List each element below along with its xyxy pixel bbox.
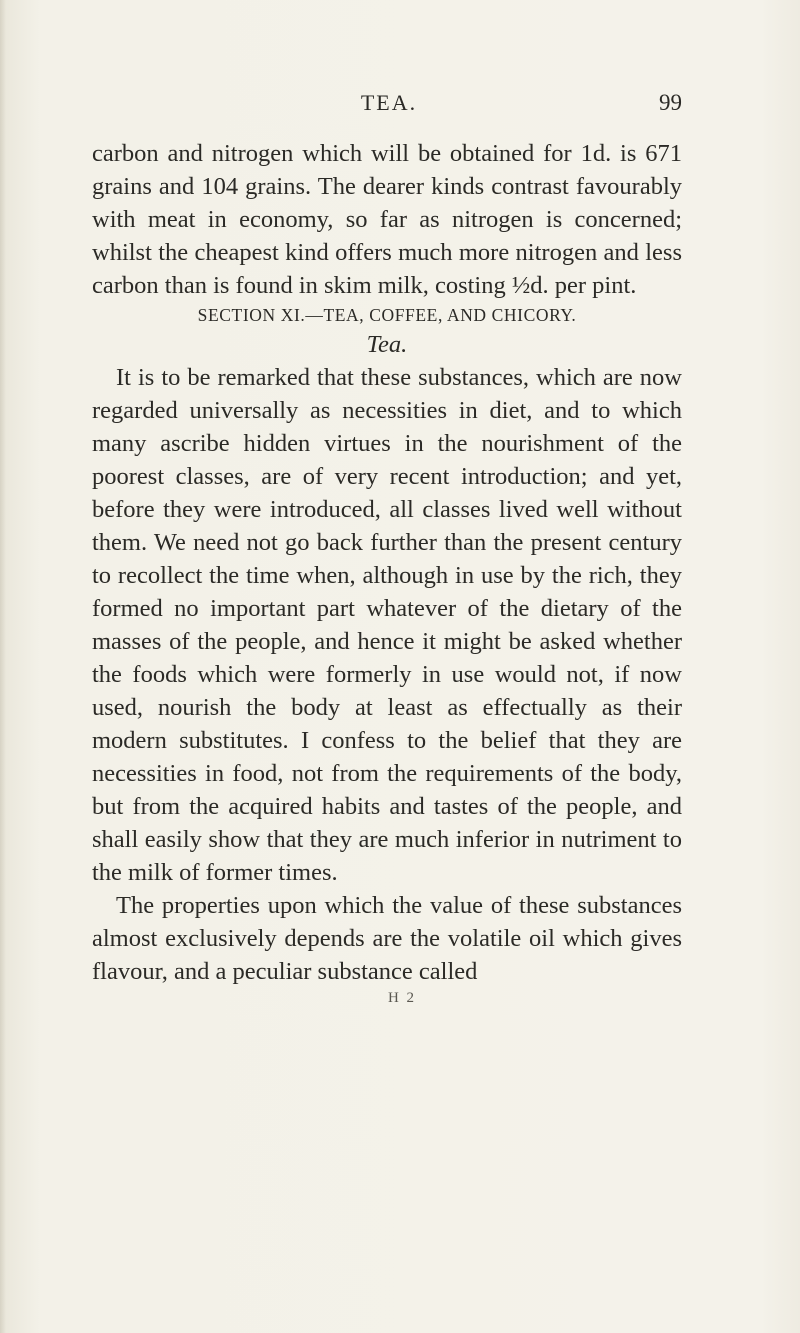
signature-mark: H 2 [387, 990, 417, 1006]
page-header [96, 90, 682, 120]
paragraph-continuation: carbon and nitrogen which will be obtained for 1d. is 671 grains and 104 grains. The dearer kinds contrast favourably with meat in economy, so far as nitrogen is concerned; whilst the cheapest kind offers much more nitrogen and less carbon than is found in skim milk, costing ½d. per pint. [92, 140, 682, 299]
section-heading: SECTION XI.—TEA, COFFEE, AND CHICORY. [197, 305, 577, 325]
page-gutter-shadow [0, 0, 6, 1333]
subheading: Tea. [366, 331, 408, 358]
running-head: TEA. [360, 90, 418, 115]
page-number: 99 [659, 90, 682, 115]
body-text [92, 137, 682, 1008]
paragraph: The properties upon which the value of these substances almost exclusively depends are the volatile oil which gives flavour, and a peculiar substance called [92, 892, 682, 985]
paragraph: It is to be remarked that these substances, which are now regarded universally as necessities in diet, and to which many ascribe hidden virtues in the nourishment of the poorest classes, are of very recent introduction; and yet, before they were introduced, all classes lived well without them. We need not go back further than the present century to recollect the time when, although in use by the rich, they formed no important part whatever of the dietary of the masses of the people, and hence it might be asked whether the foods which were formerly in use would not, if now used, nourish the body at least as effectually as their modern substitutes. I confess to the belief that they are necessities in food, not from the requirements of the body, but from the acquired habits and tastes of the people, and shall easily show that they are much inferior in nutriment to the milk of former times. [92, 364, 682, 886]
